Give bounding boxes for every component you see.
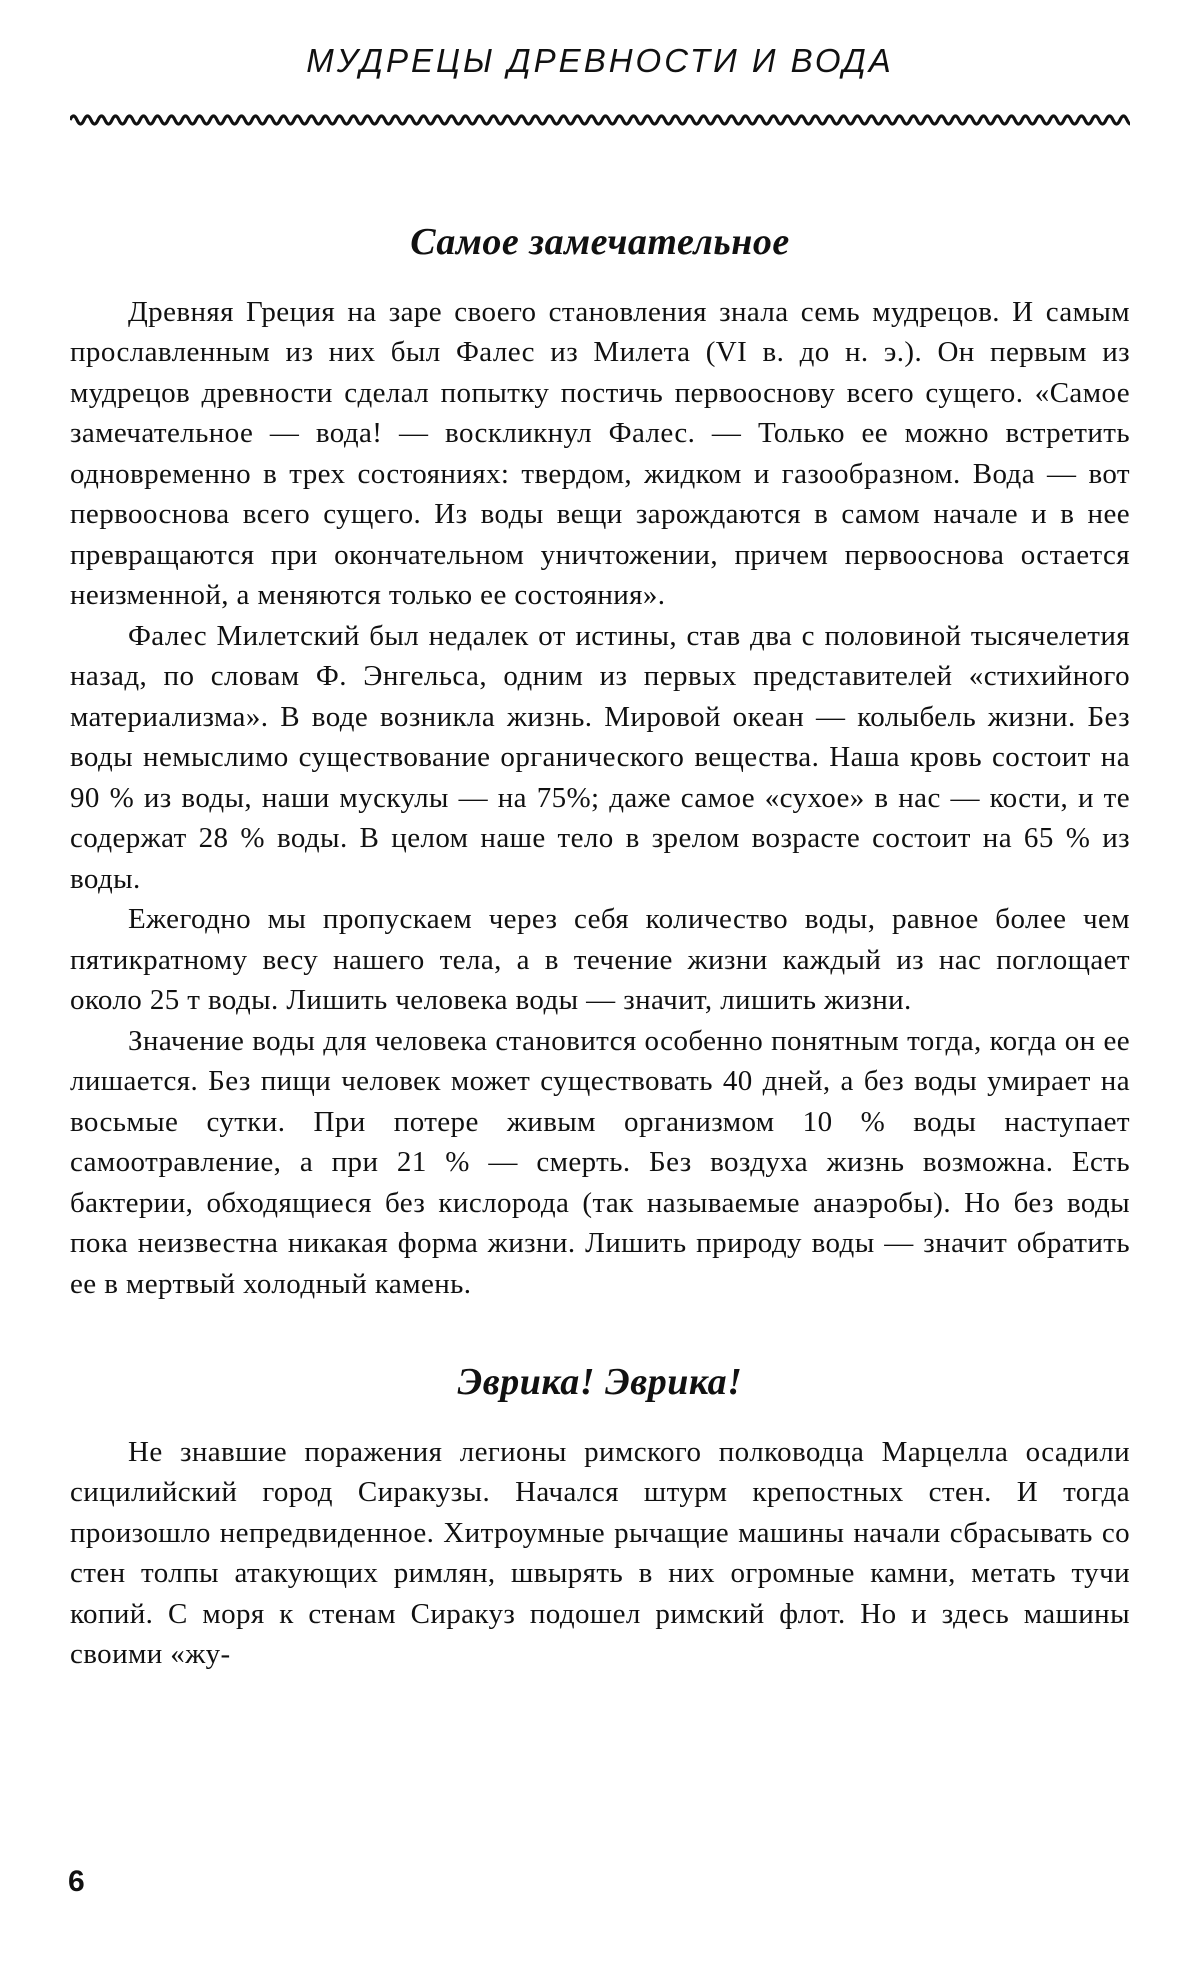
page-number: 6 — [68, 1865, 85, 1898]
page-content — [70, 220, 1130, 1675]
wavy-rule-decoration — [70, 110, 1130, 130]
paragraph-1-4: Значение воды для человека становится особенно понятным тогда, когда он ее лишается. Без пищи человек может существовать 40 дней, а без воды умирает на восьмые сутки. При потере живым организмом 10 % воды наступает самоотравление, а при 21 % — смерть. Без воздуха жизнь возможна. Есть бактерии, обходящиеся без кислорода (так называемые анаэробы). Но без воды пока неизвестна никакая форма жизни. Лишить природу воды — значит обратить ее в мертвый холодный камень. — [70, 1024, 1130, 1300]
paragraph-2-1: Не знавшие поражения легионы римского полководца Марцелла осадили сицилийский город Сиракузы. Начался штурм крепостных стен. И тогда произошло непредвиденное. Хитроумные рычащие машины начали сбрасывать со стен толпы атакующих римлян, швырять в них огромные камни, метать тучи копий. С моря к стенам Сиракуз подошел римский флот. Но и здесь машины своими «жу- — [70, 1435, 1130, 1671]
section-title-1: Самое замечательное — [410, 221, 790, 263]
section-title-2: Эврика! Эврика! — [457, 1361, 743, 1404]
paragraph-1-2: Фалес Милетский был недалек от истины, став два с половиной тысячелетия назад, по словам Ф. Энгельса, одним из первых представителей «стихийного материализма». В воде возникла жизнь. Мировой океан — колыбель жизни. Без воды немыслимо существование органического вещества. Наша кровь состоит на 90 % из воды, наши мускулы — на 75%; даже самое «сухое» в нас — кости, и те содержат 28 % воды. В целом наше тело в зрелом возрасте состоит на 65 % из воды. — [70, 619, 1130, 895]
paragraph-1-1: Древняя Греция на заре своего становления знала семь мудрецов. И самым прославленным из них был Фалес из Милета (VI в. до н. э.). Он первым из мудрецов древности сделал попытку постичь первооснову всего сущего. «Самое замечательное — вода! — воскликнул Фалес. — Только ее можно встретить одновременно в трех состояниях: твердом, жидком и газообразном. Вода — вот первооснова всего сущего. Из воды вещи зарождаются в самом начале и в нее превращаются при окончательном уничтожении, причем первооснова остается неизменной, а меняются только ее состояния». — [70, 295, 1130, 612]
paragraph-1-3: Ежегодно мы пропускаем через себя количество воды, равное более чем пятикратному весу нашего тела, а в течение жизни каждый из нас поглощает около 25 т воды. Лишить человека воды — значит, лишить жизни. — [70, 903, 1130, 1017]
running-head: МУДРЕЦЫ ДРЕВНОСТИ И ВОДА — [306, 42, 894, 79]
